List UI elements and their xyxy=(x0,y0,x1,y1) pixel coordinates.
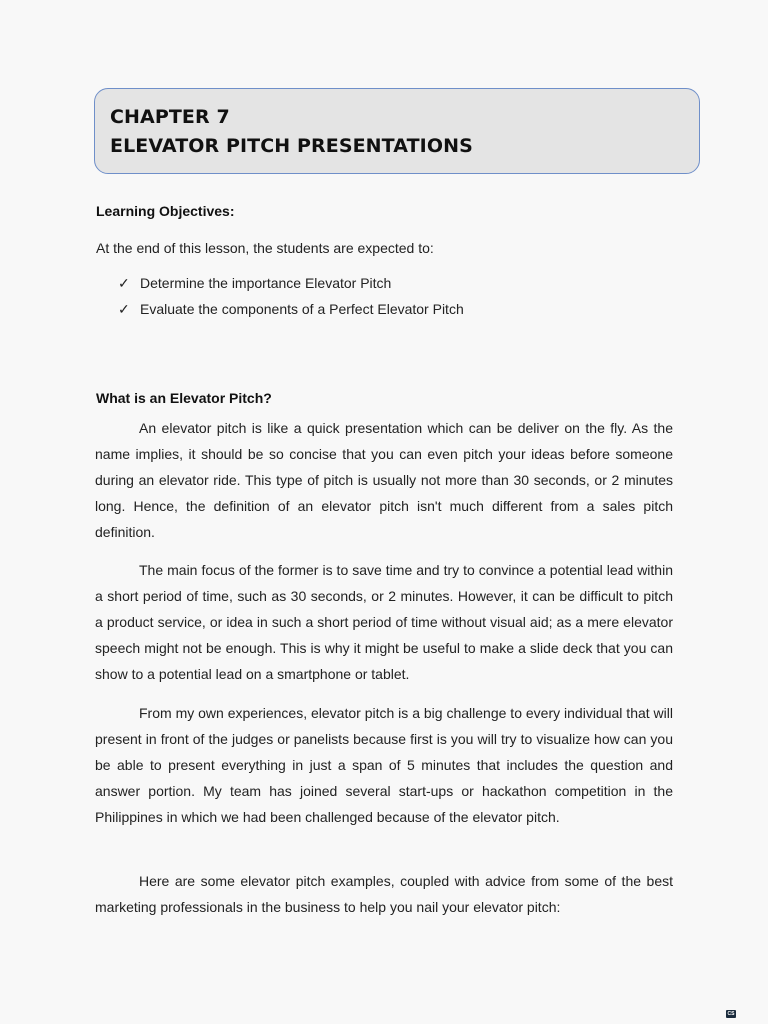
check-icon: ✓ xyxy=(118,301,130,317)
objectives-intro: At the end of this lesson, the students are expected to: xyxy=(96,240,434,256)
section-heading: What is an Elevator Pitch? xyxy=(96,390,272,406)
paragraph-4: Here are some elevator pitch examples, coupled with advice from some of the best marketing professionals in the business to help you nail your elevator pitch: xyxy=(95,873,673,915)
paragraph-2: The main focus of the former is to save time and try to convince a potential lead within a short period of time, such as 30 seconds, or 2 minutes. However, it can be difficult to pitch a product service, or idea in such a short period of time without visual aid; as a mere elevator speech might not be enough. This is why it might be useful to make a slide deck that you can show to a potential lead on a smartphone or tablet. xyxy=(95,562,673,682)
list-item xyxy=(118,300,464,326)
chapter-title: ELEVATOR PITCH PRESENTATIONS xyxy=(110,135,473,157)
objective-text: Evaluate the components of a Perfect Elevator Pitch xyxy=(140,301,464,317)
chapter-title-box xyxy=(94,88,700,174)
scanner-logo-badge: CS xyxy=(727,1011,735,1017)
objective-text: Determine the importance Elevator Pitch xyxy=(140,275,392,291)
paragraph-3: From my own experiences, elevator pitch is a big challenge to every individual that will present in front of the judges or panelists because first is you will try to visualize how can you be able to present everything in just a span of 5 minutes that includes the question and answer portion. My team has joined several start-ups or hackathon competition in the Philippines in which we had been challenged because of the elevator pitch. xyxy=(95,705,673,825)
check-icon: ✓ xyxy=(118,275,130,291)
learning-objectives-heading: Learning Objectives: xyxy=(96,203,235,219)
objectives-list xyxy=(118,274,464,326)
list-item xyxy=(118,274,464,300)
paragraph-1: An elevator pitch is like a quick presentation which can be deliver on the fly. As the name implies, it should be so concise that you can even pitch your ideas before someone during an elevator ride. This type of pitch is usually not more than 30 seconds, or 2 minutes long. Hence, the definition of an elevator pitch isn't much different from a sales pitch definition. xyxy=(95,420,673,540)
chapter-number: CHAPTER 7 xyxy=(110,106,230,128)
